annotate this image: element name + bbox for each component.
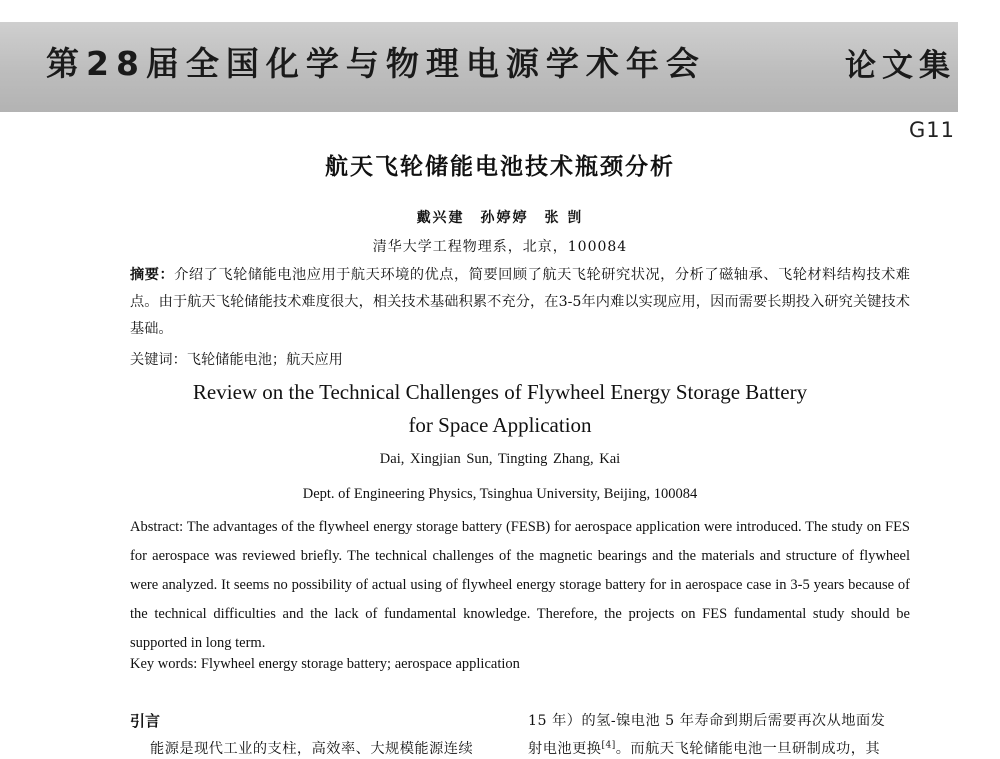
collection-label: 论文集 xyxy=(845,48,956,84)
chinese-authors: 戴兴建 孙婷婷 张 剀 xyxy=(416,210,584,226)
chinese-keywords-label: 关键词： xyxy=(130,352,187,368)
english-abstract: Abstract: The advantages of the flywheel energy storage battery (FESB) for aerospace application were introduced. The study on FES for aerospace was reviewed briefly. The technical challenges of the magnetic bearings and the materials and structure of flywheel were analyzed. It seems no possibility of actual using of flywheel energy storage battery for in aerospace case in 3-5 years because of the technical difficulties and the lack of fundamental knowledge. Therefore, the projects on FES fundamental study should be supported in long term. xyxy=(130,519,910,651)
english-title-line1: Review on the Technical Challenges of Flywheel Energy Storage Battery xyxy=(192,380,808,404)
right-line2-text-b: 。而航天飞轮储能电池一旦研制成功，其 xyxy=(615,741,881,757)
english-title-line2: for Space Application xyxy=(408,413,592,437)
chinese-abstract xyxy=(130,262,910,343)
chinese-affiliation: 清华大学工程物理系，北京，100084 xyxy=(372,239,628,255)
chinese-abstract-text: 介绍了飞轮储能电池应用于航天环境的优点，简要回顾了航天飞轮研究状况，分析了磁轴承、飞轮材料结构技术难点。由于航天飞轮储能技术难度很大，相关技术基础积累不充分，在3-5年内难以实现应用，因而需要长期投入研究关键技术基础。 xyxy=(130,267,910,337)
chinese-title: 航天飞轮储能电池技术瓶颈分析 xyxy=(325,154,675,180)
body-right-column-line-2 xyxy=(528,738,880,758)
english-keywords: Key words: Flywheel energy storage battery; aerospace application xyxy=(130,656,520,672)
right-line2-text-a: 射电池更换 xyxy=(528,741,602,757)
section-heading: 引言 xyxy=(130,712,161,730)
english-affiliation: Dept. of Engineering Physics, Tsinghua University, Beijing, 100084 xyxy=(302,486,698,502)
chinese-abstract-label: 摘要： xyxy=(130,267,175,283)
body-left-column-line: 能源是现代工业的支柱，高效率、大规模能源连续 xyxy=(150,741,474,757)
chinese-keywords xyxy=(130,349,343,369)
paper-code: G11 xyxy=(909,118,955,142)
conference-title: 第28届全国化学与物理电源学术年会 xyxy=(46,44,706,83)
chinese-keywords-text: 飞轮储能电池；航天应用 xyxy=(186,352,343,368)
citation-ref: [4] xyxy=(601,740,616,751)
english-authors: Dai, Xingjian Sun, Tingting Zhang, Kai xyxy=(379,451,621,467)
body-right-column-line-1: 15 年）的氢-镍电池 5 年寿命到期后需要再次从地面发 xyxy=(528,713,886,729)
